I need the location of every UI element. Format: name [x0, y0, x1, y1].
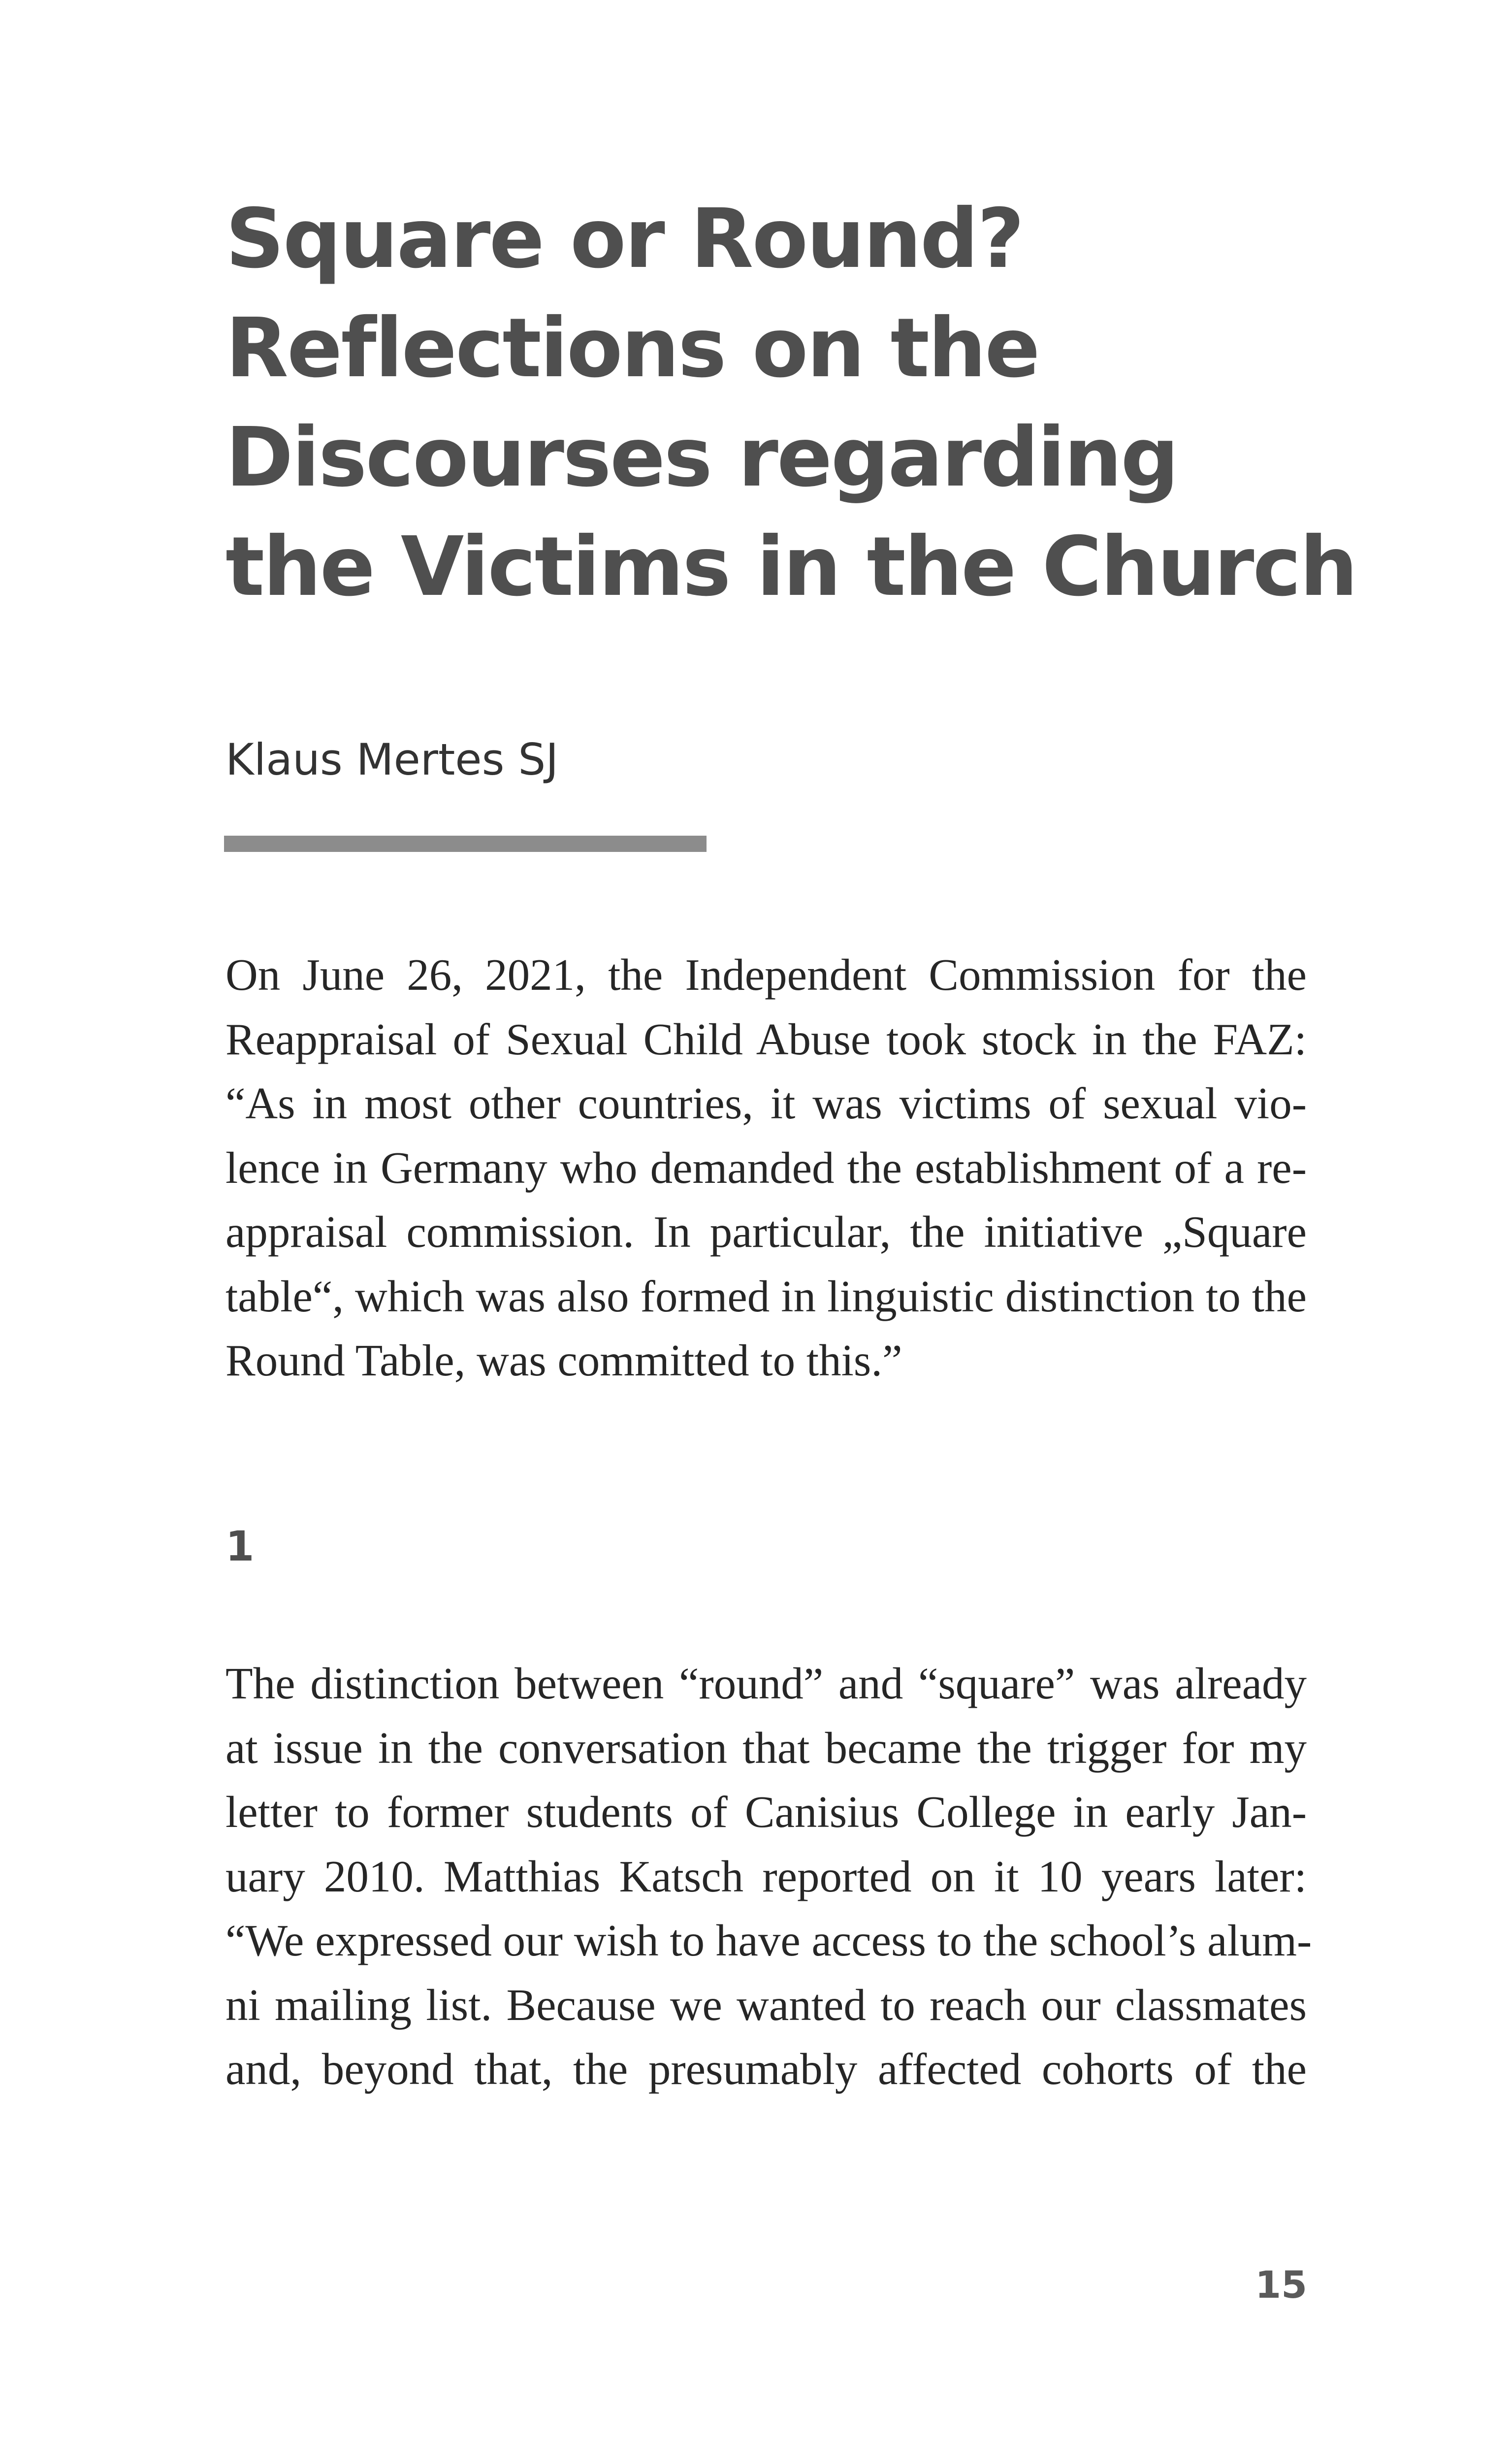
page-number: 15 — [1255, 2263, 1307, 2307]
paragraph-line: and, beyond that, the presumably affected cohorts of the — [225, 2044, 1307, 2094]
paragraph-line: The distinction between “round” and “square” was already — [225, 1659, 1307, 1708]
paragraph-line: appraisal commission. In particular, the initiative „Square — [225, 1207, 1307, 1257]
author-name: Klaus Mertes SJ — [225, 734, 559, 785]
intro-paragraph — [225, 943, 1307, 1393]
paragraph-line: uary 2010. Matthias Katsch reported on it 10 years later: — [225, 1851, 1307, 1901]
paragraph-line: Reappraisal of Sexual Child Abuse took stock in the FAZ: — [225, 1014, 1307, 1064]
paragraph-line: at issue in the conversation that became the trigger for my — [225, 1723, 1307, 1773]
chapter-title-line: Discourses regarding — [225, 410, 1178, 505]
chapter-title-line: Square or Round? — [225, 192, 1023, 287]
paragraph-line: lence in Germany who demanded the establishment of a re- — [225, 1142, 1307, 1193]
paragraph-line: On June 26, 2021, the Independent Commission for the — [225, 950, 1307, 1000]
section-number: 1 — [225, 1522, 255, 1570]
chapter-title-line: the Victims in the Church — [225, 520, 1356, 615]
paragraph-line: Round Table, was committed to this.” — [225, 1336, 902, 1385]
paragraph-line: ni mailing list. Because we wanted to reach our classmates — [225, 1980, 1307, 2030]
chapter-title-line: Reflections on the — [225, 301, 1039, 396]
paragraph-line: letter to former students of Canisius College in early Jan- — [225, 1787, 1307, 1837]
paragraph-line: “As in most other countries, it was victims of sexual vio- — [225, 1078, 1307, 1128]
title-divider — [224, 836, 707, 852]
chapter-title — [225, 185, 1358, 622]
section-paragraph — [225, 1652, 1312, 2102]
paragraph-line: “We expressed our wish to have access to the school’s alum- — [225, 1916, 1312, 1965]
paragraph-line: table“, which was also formed in linguistic distinction to the — [225, 1271, 1307, 1321]
